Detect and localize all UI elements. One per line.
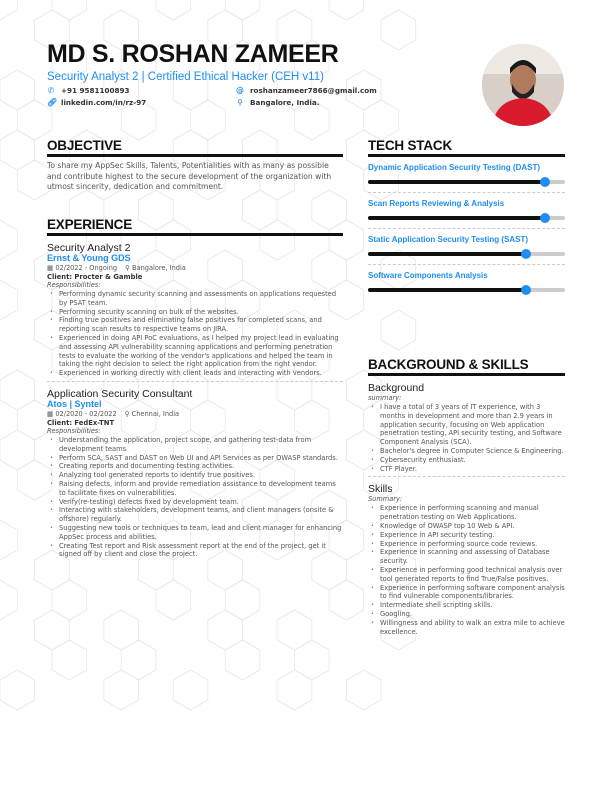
skill-level-fill	[368, 288, 526, 292]
job-role: Application Security Consultant	[47, 387, 193, 400]
responsibilities-list	[47, 290, 343, 378]
section-heading: TECH STACK	[368, 138, 565, 157]
job-entry	[47, 242, 343, 378]
skill-level-knob	[540, 213, 550, 223]
hexagon-shape	[156, 580, 191, 620]
phone-text: +91 9581100893	[61, 86, 130, 95]
background-title: Background	[368, 382, 425, 394]
section-heading: EXPERIENCE	[47, 217, 343, 236]
divider	[368, 228, 565, 229]
skills-label: Summary:	[368, 495, 403, 504]
list-item: • Creating Test report and Risk assessment report at the end of the project, get it signed off by client and close the project.	[47, 542, 343, 560]
job-location	[125, 264, 186, 272]
location	[236, 98, 319, 107]
list-item: • Experience in performing software component analysis to find vulnerable components/libraries.	[368, 584, 565, 602]
hexagon-shape	[0, 670, 35, 710]
job-dates	[47, 410, 117, 418]
tech-skill-name: Dynamic Application Security Testing (DAST)	[368, 163, 541, 172]
section-heading: BACKGROUND & SKILLS	[368, 357, 565, 376]
hexagon-shape	[52, 640, 87, 680]
list-item: • Interacting with stakeholders, development teams, and client managers (onsite & offshore) regularly.	[47, 506, 343, 524]
tech-skill-name: Software Components Analysis	[368, 271, 488, 280]
hexagon-shape	[191, 100, 226, 140]
tech-skill	[368, 228, 565, 256]
hexagon-shape	[381, 310, 416, 350]
list-item: • Perform SCA, SAST and DAST on Web UI and API Services as per OWASP standards.	[47, 454, 343, 463]
job-company: Atos | Syntel	[47, 398, 102, 409]
skill-level-bar	[368, 216, 565, 220]
hexagon-shape	[173, 670, 208, 710]
list-item: • Cybersecurity enthusiast.	[368, 456, 565, 465]
tech-skill-name: Scan Reports Reviewing & Analysis	[368, 199, 505, 208]
list-item: • Understanding the application, project scope, and gathering test-data from development teams	[47, 436, 343, 454]
hexagon-shape	[0, 0, 17, 20]
hexagon-shape	[225, 0, 260, 20]
calendar-icon: ▦	[47, 264, 56, 272]
list-item: • Experience in scanning and assessing of Database security.	[368, 548, 565, 566]
list-item: • CTF Player.	[368, 465, 565, 474]
experience-section	[47, 217, 343, 559]
location-pin-icon: ⚲	[124, 409, 132, 418]
skill-level-fill	[368, 216, 545, 220]
job-dates-text: 02/2022 - Ongoing	[55, 264, 118, 272]
hexagon-shape	[0, 370, 35, 410]
list-item: • Experience in performing scanning and manual penetration testing on Web Applications.	[368, 504, 565, 522]
hexagon-shape	[52, 580, 87, 620]
email[interactable]	[236, 86, 377, 95]
skills-title: Skills	[368, 483, 393, 496]
tech-stack-section	[368, 138, 565, 300]
background-list	[368, 403, 565, 473]
job-client: Client: Procter & Gamble	[47, 273, 143, 281]
list-item: • Bachelor's degree in Computer Science & Engineering.	[368, 447, 565, 456]
hexagon-shape	[329, 580, 364, 620]
skills-list	[368, 504, 565, 636]
divider	[368, 476, 565, 477]
divider	[368, 264, 565, 265]
job-dates-text: 02/2020 - 02/2022	[55, 409, 117, 418]
responsibilities-label: Responsibilities:	[47, 281, 101, 289]
list-item: • Suggesting new tools or techniques to team, lead and client manager for enhancing AppSec process and abilities.	[47, 524, 343, 542]
job-location-text: Chennai, India	[131, 409, 180, 418]
linkedin[interactable]	[47, 98, 146, 107]
hexagon-shape	[104, 670, 139, 710]
hexagon-shape	[208, 610, 243, 650]
list-item: • Willingness and ability to walk an extra mile to achieve excellence.	[368, 619, 565, 637]
hexagon-shape	[104, 610, 139, 650]
job-client: Client: FedEx-TNT	[47, 418, 115, 427]
profile-photo	[482, 44, 564, 126]
skill-level-bar	[368, 180, 565, 184]
objective-text: To share my AppSec Skills, Talents, Potentialities with as many as possible and contribute highest to the secure development of the organization with utmost sincerity, dedication and commitment.	[47, 161, 332, 192]
tech-skill	[368, 264, 565, 292]
hexagon-shape	[0, 580, 17, 620]
tech-skill-name: Static Application Security Testing (SAST)	[368, 235, 529, 244]
job-entry	[47, 381, 343, 559]
list-item: • Performing security scanning on bulk of the websites.	[47, 308, 343, 317]
responsibilities-label: Responsibilities:	[47, 426, 101, 435]
hexagon-shape	[52, 0, 87, 20]
hexagon-shape	[0, 220, 17, 260]
responsibilities-list	[47, 436, 343, 559]
hexagon-shape	[156, 0, 191, 20]
list-item: • Intermediate shell scripting skills.	[368, 601, 565, 610]
job-dates	[47, 264, 117, 272]
job-company: Ernst & Young GDS	[47, 253, 131, 263]
phone	[47, 86, 130, 95]
hexagon-shape	[225, 640, 260, 680]
linkedin-text[interactable]: linkedin.com/in/rz-97	[61, 98, 147, 107]
hexagon-shape	[225, 580, 260, 620]
tech-skill	[368, 162, 565, 184]
job-location	[125, 410, 179, 418]
at-icon: @	[236, 86, 244, 95]
skill-level-fill	[368, 180, 545, 184]
tech-skill	[368, 192, 565, 220]
list-item: • Experienced in doing API PoC evaluations, as I helped my project lead in evaluating and assessing API vulnerability scanning applications and performing penetration tests to evaluate the working of the vendor's applications and helped the team in taking the right decision to select the right application from the right vendor.	[47, 334, 343, 369]
hexagon-shape	[346, 670, 381, 710]
list-item: • Knowledge of OWASP top 10 Web & API.	[368, 522, 565, 531]
hexagon-shape	[0, 280, 17, 320]
skill-level-knob	[521, 285, 531, 295]
list-item: • I have a total of 3 years of IT experience, with 3 months in development and more than 2.9 years in application security, focusing on Web application penetration testing, API security testing, and Software Component Analysis (SCA).	[368, 403, 565, 447]
job-meta	[47, 264, 343, 272]
section-heading: OBJECTIVE	[47, 138, 343, 157]
divider	[368, 192, 565, 193]
job-meta	[47, 410, 343, 418]
candidate-title: Security Analyst 2 | Certified Ethical Hacker (CEH v11)	[47, 71, 324, 83]
hexagon-shape	[0, 520, 17, 560]
candidate-name: MD S. ROSHAN ZAMEER	[47, 40, 339, 68]
list-item: • Creating reports and documenting testing activities.	[47, 462, 343, 471]
hexagon-shape	[0, 130, 35, 170]
hexagon-shape	[121, 640, 156, 680]
job-location-text: Bangalore, India	[132, 264, 186, 272]
skill-level-knob	[540, 177, 550, 187]
list-item: • Experience in API security testing.	[368, 531, 565, 540]
hexagon-shape	[0, 430, 35, 470]
list-item: • Verify(re-testing) defects fixed by development team.	[47, 498, 343, 507]
location-pin-icon: ⚲	[125, 264, 133, 272]
phone-icon: ✆	[47, 86, 55, 95]
skill-level-fill	[368, 252, 526, 256]
list-item: • Raising defects, inform and provide remediation assistance to development teams to facilitate fixes on vulnerabilities.	[47, 480, 343, 498]
list-item: • Experience in performing source code reviews.	[368, 540, 565, 549]
skill-level-knob	[521, 249, 531, 259]
skill-level-bar	[368, 252, 565, 256]
location-pin-icon: ⚲	[237, 98, 243, 107]
calendar-icon: ▦	[47, 409, 56, 418]
hexagon-shape	[329, 0, 364, 20]
hexagon-shape	[35, 610, 70, 650]
list-item: • Finding true positives and eliminating false positives for completed scans, and reporting scan results to respective teams on JIRA.	[47, 316, 343, 334]
list-item: • Experienced in working directly with client leads and interacting with vendors.	[47, 369, 343, 378]
hexagon-shape	[364, 100, 399, 140]
background-label: summary:	[368, 394, 402, 402]
list-item: • Performing dynamic security scanning and assessments on applications requested by PSAT team.	[47, 290, 343, 308]
skill-level-bar	[368, 288, 565, 292]
divider	[47, 381, 343, 382]
hexagon-shape	[294, 640, 329, 680]
hexagon-shape	[277, 610, 312, 650]
list-item: • Analyzing tool generated reports to identify true positives.	[47, 471, 343, 480]
objective-section	[47, 138, 343, 193]
job-role: Security Analyst 2	[47, 242, 131, 254]
email-text[interactable]: roshanzameer7866@gmail.com	[250, 86, 377, 95]
list-item: • Experience in performing good technical analysis over tool generated reports to find True/False positives.	[368, 566, 565, 584]
list-item: • Googling.	[368, 610, 565, 619]
link-icon: 🔗︎	[47, 98, 58, 107]
background-skills-section	[368, 357, 565, 636]
hexagon-shape	[277, 670, 312, 710]
hexagon-shape	[0, 70, 35, 110]
location-text: Bangalore, India.	[250, 98, 320, 107]
hexagon-shape	[381, 10, 416, 50]
